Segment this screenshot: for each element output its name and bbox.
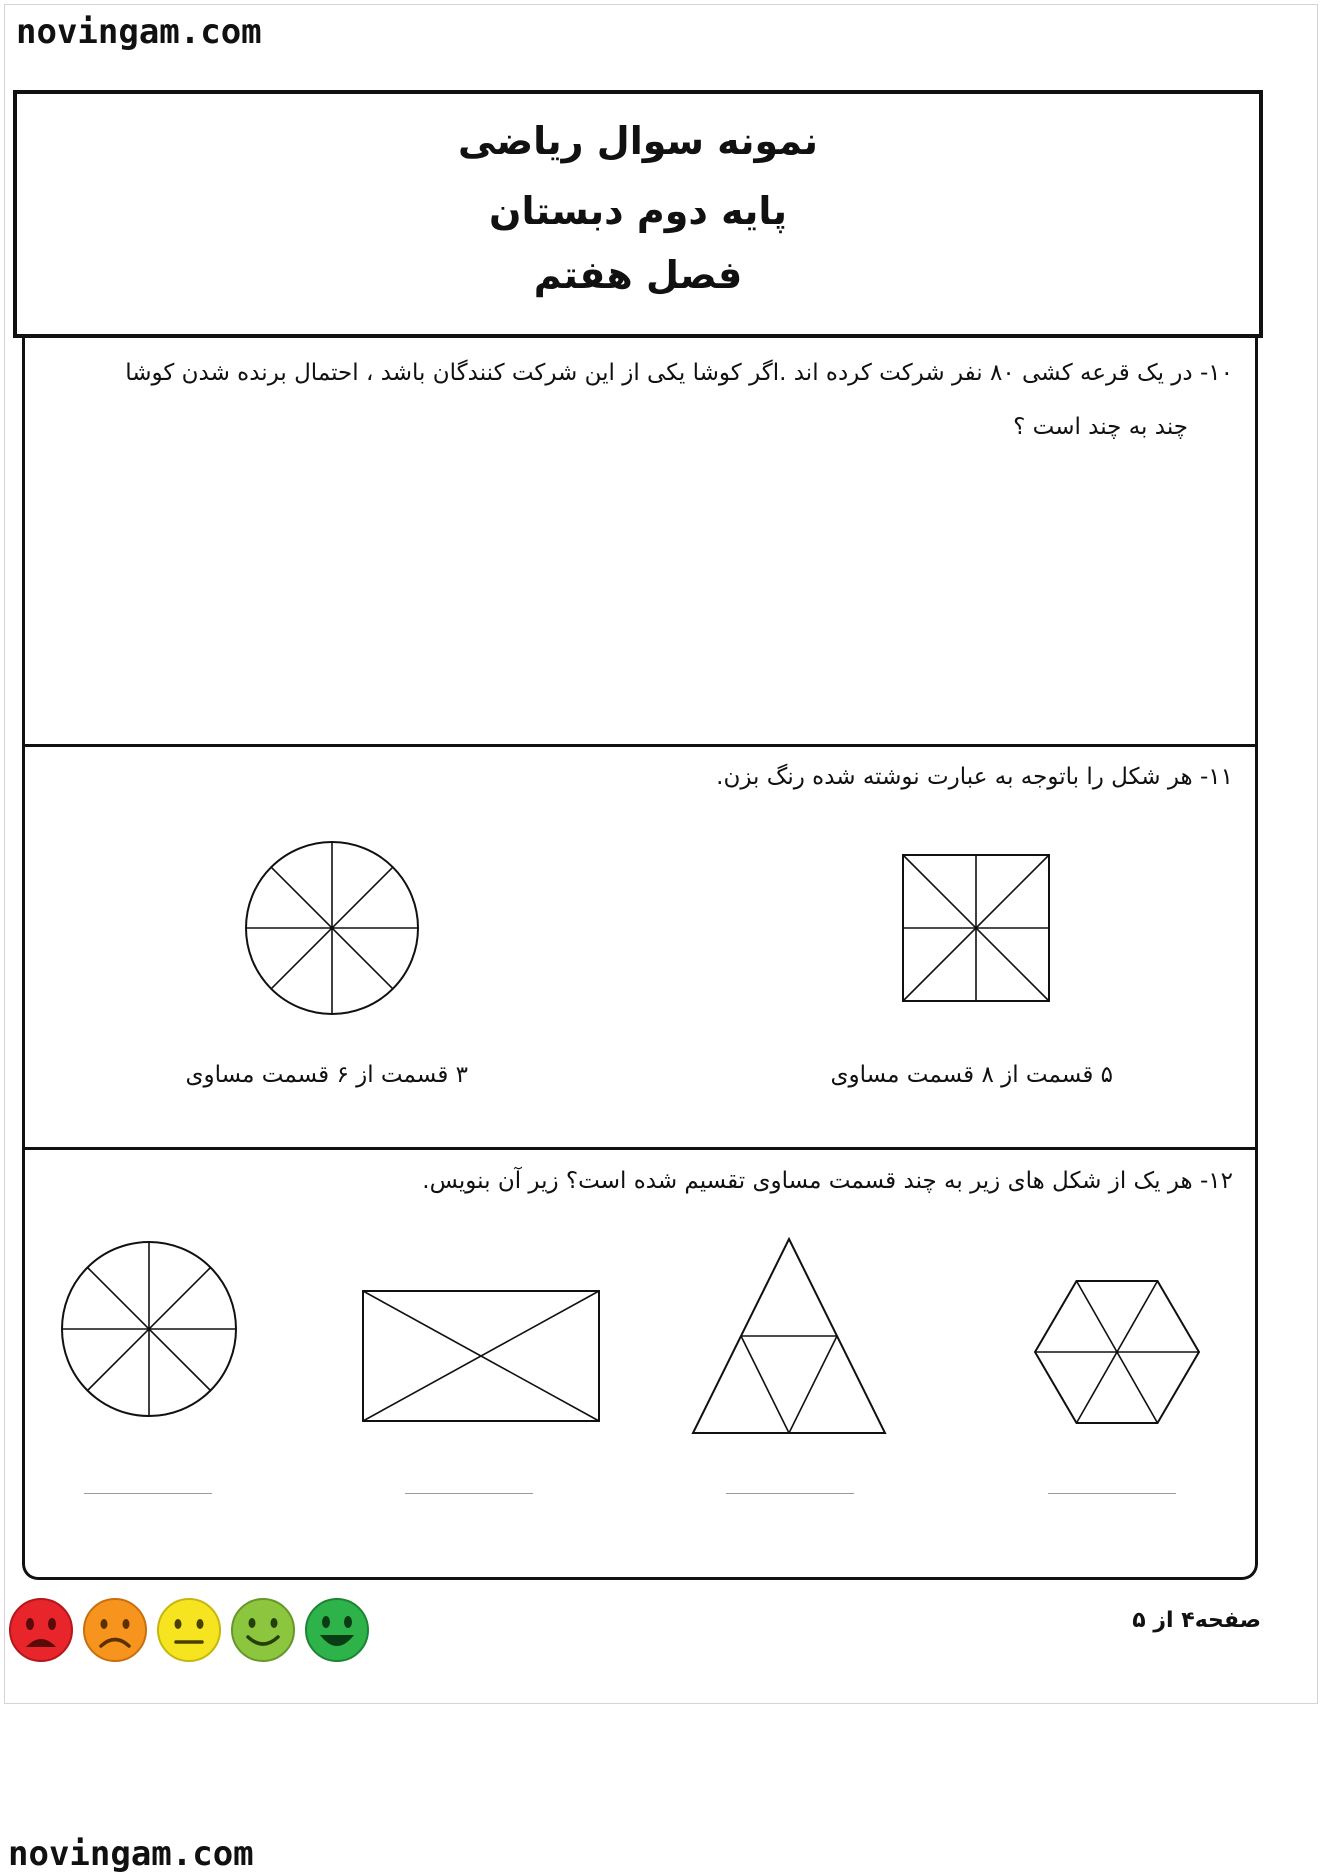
answer-line-triangle[interactable]: [726, 1493, 854, 1494]
rectangle-four-parts: [362, 1290, 600, 1422]
smile-face-icon[interactable]: [230, 1597, 296, 1663]
answer-line-hexagon[interactable]: [1048, 1493, 1176, 1494]
hexagon-six-parts: [1034, 1280, 1200, 1424]
neutral-face-icon[interactable]: [156, 1597, 222, 1663]
question-10-line-1: ۱۰- در یک قرعه کشی ۸۰ نفر شرکت کرده اند .اگر کوشا یکی از این شرکت کنندگان باشد ، احتمال برنده شدن کوشا: [125, 360, 1233, 386]
very-sad-face-icon[interactable]: [8, 1597, 74, 1663]
triangle-four-parts: [692, 1238, 886, 1434]
divider-q11-q12: [22, 1147, 1258, 1150]
question-11-text: ۱۱- هر شکل را باتوجه به عبارت نوشته شده رنگ بزن.: [716, 764, 1233, 790]
question-12-text: ۱۲- هر یک از شکل های زیر به چند قسمت مساوی تقسیم شده است؟ زیر آن بنویس.: [422, 1168, 1233, 1194]
question-10-line-2: چند به چند است ؟: [1013, 414, 1188, 440]
title-box: [13, 90, 1263, 338]
answer-line-rectangle[interactable]: [405, 1493, 533, 1494]
site-watermark-top[interactable]: novingam.com: [16, 12, 262, 52]
title-line-3: فصل هفتم: [533, 253, 743, 297]
happy-face-icon[interactable]: [304, 1597, 370, 1663]
title-line-1: نمونه سوال ریاضی: [457, 119, 819, 163]
title-line-2: پایه دوم دبستان: [489, 189, 787, 233]
sad-face-icon[interactable]: [82, 1597, 148, 1663]
divider-q10-q11: [22, 744, 1258, 747]
circle-eight-parts-q12: [60, 1240, 238, 1418]
page-number: صفحه۴ از ۵: [1132, 1608, 1261, 1633]
site-watermark-bottom[interactable]: novingam.com: [8, 1834, 254, 1874]
answer-line-circle[interactable]: [84, 1493, 212, 1494]
circle-label: ۳ قسمت از ۶ قسمت مساوی: [185, 1062, 468, 1088]
square-label: ۵ قسمت از ۸ قسمت مساوی: [830, 1062, 1113, 1088]
square-eight-parts[interactable]: [902, 854, 1050, 1002]
circle-eight-parts[interactable]: [244, 840, 420, 1016]
